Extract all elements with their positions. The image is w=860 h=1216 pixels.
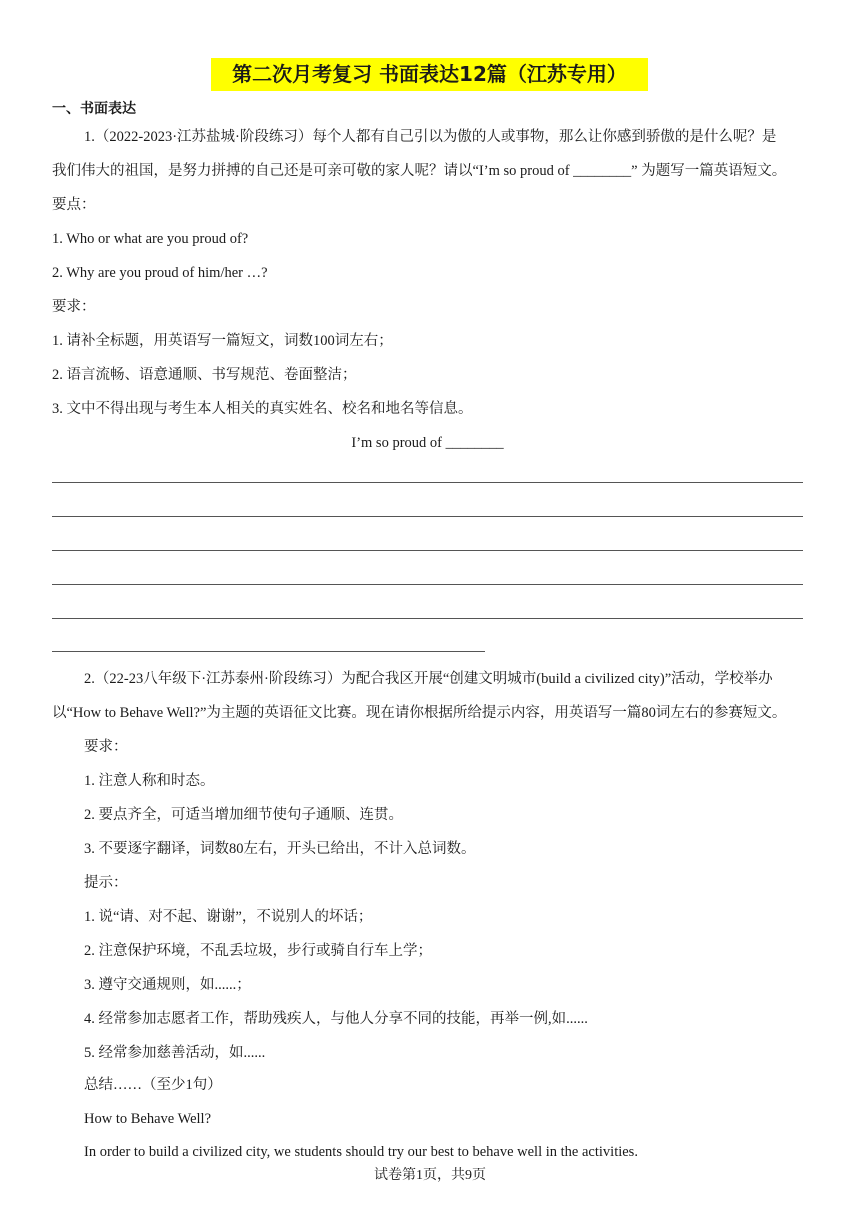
- q2-hints-label: 提示：: [84, 875, 128, 891]
- q1-point-1: 1. Who or what are you proud of?: [52, 231, 249, 247]
- q1-requirements-label: 要求：: [52, 299, 96, 315]
- q2-hint-2: 2. 注意保护环境，不乱丢垃圾，步行或骑自行车上学；: [84, 943, 432, 959]
- q2-opening-sentence: In order to build a civilized city, we students should try our best to behave well in the activities.: [84, 1144, 638, 1160]
- q2-hint-1: 1. 说“请、对不起、谢谢”，不说别人的坏话；: [84, 909, 373, 925]
- page-footer: 试卷第1页，共9页: [374, 1168, 486, 1183]
- q2-summary: 总结……（至少1句）: [84, 1077, 222, 1093]
- q2-hint-3: 3. 遵守交通规则，如......；: [84, 977, 251, 993]
- q1-prompt-line1: 1.（2022-2023·江苏盐城·阶段练习）每个人都有自己引以为傲的人或事物，那么让你感到骄傲的是什么呢？是: [84, 129, 777, 145]
- answer-line[interactable]: [52, 584, 803, 585]
- q2-prompt-line1: 2.（22-23八年级下·江苏泰州·阶段练习）为配合我区开展“创建文明城市(build a civilized city)”活动，学校举办: [84, 671, 773, 687]
- q2-essay-title: How to Behave Well?: [84, 1111, 212, 1127]
- q2-requirement-3: 3. 不要逐字翻译，词数80左右，开头已给出，不计入总词数。: [84, 841, 476, 857]
- q2-hint-4: 4. 经常参加志愿者工作，帮助残疾人，与他人分享不同的技能，再举一例,如......: [84, 1011, 588, 1027]
- answer-line[interactable]: [52, 482, 803, 483]
- q2-requirement-2: 2. 要点齐全，可适当增加细节使句子通顺、连贯。: [84, 807, 403, 823]
- q1-prompt-line2: 我们伟大的祖国，是努力拼搏的自己还是可亲可敬的家人呢？请以“I’m so proud of ________” 为题写一篇英语短文。: [52, 163, 787, 179]
- q1-point-2: 2. Why are you proud of him/her …?: [52, 265, 268, 281]
- answer-line[interactable]: [52, 516, 803, 517]
- q1-requirement-2: 2. 语言流畅、语意通顺、书写规范、卷面整洁；: [52, 367, 357, 383]
- q1-requirement-1: 1. 请补全标题，用英语写一篇短文，词数100词左右；: [52, 333, 393, 349]
- q1-points-label: 要点：: [52, 197, 96, 213]
- answer-line[interactable]: [52, 618, 803, 619]
- page-title: 第二次月考复习 书面表达12篇（江苏专用）: [211, 58, 648, 91]
- q2-hint-5: 5. 经常参加慈善活动，如......: [84, 1045, 266, 1061]
- q2-requirement-1: 1. 注意人称和时态。: [84, 773, 215, 789]
- answer-line[interactable]: [52, 550, 803, 551]
- q1-requirement-3: 3. 文中不得出现与考生本人相关的真实姓名、校名和地名等信息。: [52, 401, 473, 417]
- answer-line[interactable]: [52, 651, 485, 652]
- q2-prompt-line2: 以“How to Behave Well?”为主题的英语征文比赛。现在请你根据所给提示内容，用英语写一篇80词左右的参赛短文。: [52, 705, 787, 721]
- section-heading: 一、书面表达: [52, 101, 136, 117]
- q1-essay-title: I’m so proud of ________: [351, 435, 504, 451]
- q2-requirements-label: 要求：: [84, 739, 128, 755]
